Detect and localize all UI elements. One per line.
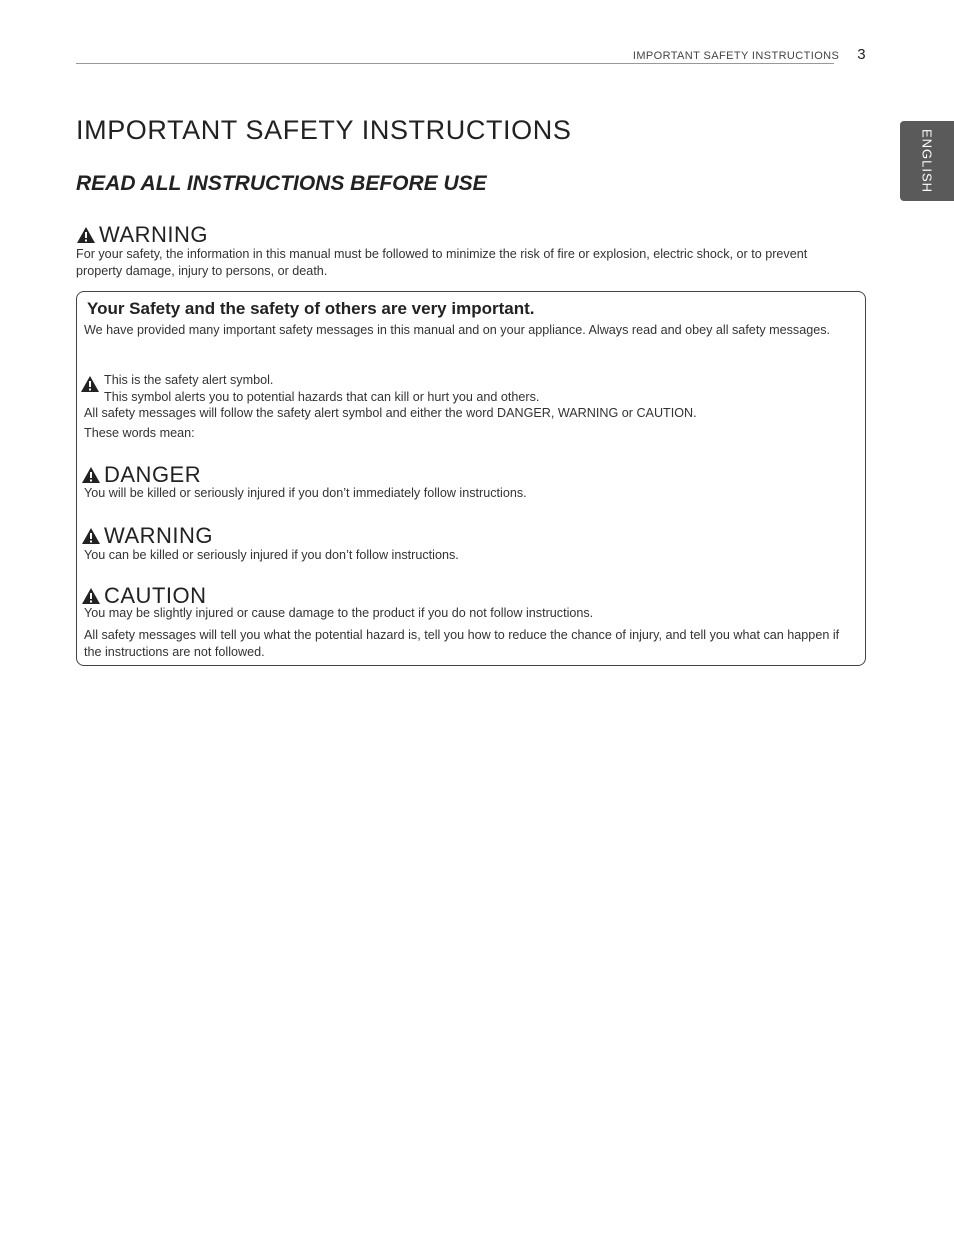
page-title: IMPORTANT SAFETY INSTRUCTIONS (76, 115, 572, 145)
running-header (0, 46, 866, 63)
warning2-triangle-icon (81, 527, 101, 545)
page-subtitle: READ ALL INSTRUCTIONS BEFORE USE (76, 172, 487, 195)
caution-text: You may be slightly injured or cause damage to the product if you do not follow instructions. (84, 606, 594, 620)
safety-box-intro: We have provided many important safety messages in this manual and on your appliance. Always read and obey all safety messages. (84, 323, 831, 337)
language-tab-label: ENGLISH (919, 128, 935, 194)
symbol-line-1: This is the safety alert symbol. (104, 373, 274, 387)
danger-triangle-icon (81, 466, 101, 484)
running-title: IMPORTANT SAFETY INSTRUCTIONS (632, 50, 840, 62)
mean-line: These words mean: (84, 426, 195, 440)
warning-signal-word (76, 222, 208, 248)
follow-line: All safety messages will follow the safety alert symbol and either the word DANGER, WARNING or CAUTION. (84, 406, 697, 420)
warning-triangle-icon (76, 226, 96, 244)
symbol-line-2: This symbol alerts you to potential hazards that can kill or hurt you and others. (104, 390, 540, 404)
danger-text: You will be killed or seriously injured if you don’t immediately follow instructions. (84, 486, 527, 500)
header-rule (76, 63, 834, 64)
caution-heading: CAUTION (104, 583, 207, 608)
language-tab (900, 121, 954, 201)
warning2-heading: WARNING (104, 523, 214, 548)
page-number: 3 (857, 46, 866, 63)
safety-alert-symbol-icon (80, 375, 100, 393)
warning2-signal-word (81, 523, 213, 549)
closing-text: All safety messages will tell you what the potential hazard is, tell you how to reduce the chance of injury, and tell you what can happen if the instructions are not followed. (84, 628, 840, 659)
warning-text: For your safety, the information in this manual must be followed to minimize the risk of fire or explosion, electric shock, or to prevent property damage, injury to persons, or death. (76, 247, 808, 278)
danger-heading: DANGER (104, 462, 202, 487)
warning-heading: WARNING (99, 222, 209, 247)
safety-box-title: Your Safety and the safety of others are very important. (87, 299, 535, 318)
caution-triangle-icon (81, 587, 101, 605)
warning2-text: You can be killed or seriously injured if you don’t follow instructions. (84, 548, 459, 562)
